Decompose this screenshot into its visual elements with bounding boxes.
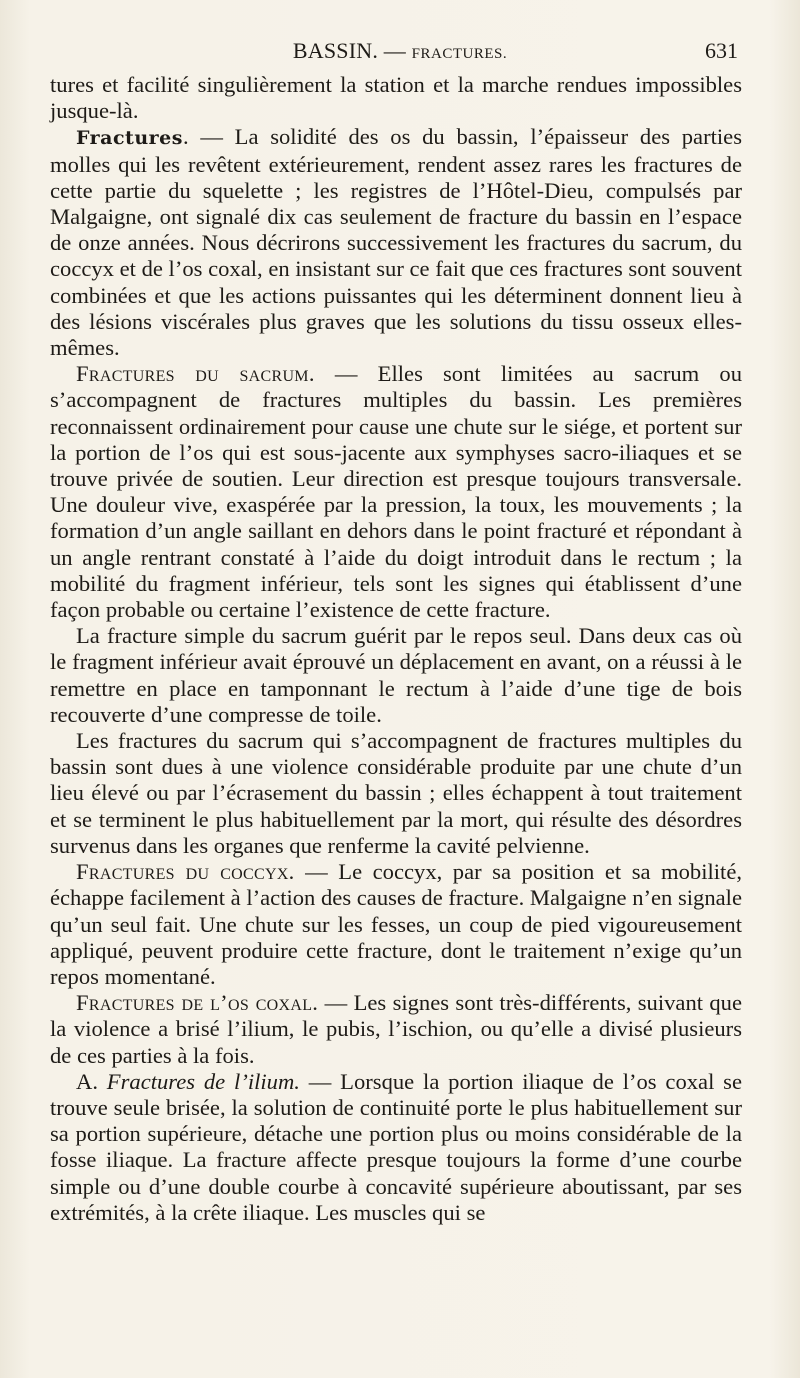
paragraph-sacrum-text: — Elles sont limitées au sacrum ou s’accompagnent de fractures multiples du bassin. Les premières reconnaissent ordinairement pour cause une chute sur le siége, et portent sur la portion de l’os qui est sous-jacente aux symphyses sacro-iliaques et se trouve privée de soutien. Leur direction est presque toujours transversale. Une douleur vive, exaspérée par la pression, la toux, les mouvements ; la formation d’un angle saillant en dehors dans le point fracturé et répondant à un angle rentrant constaté à l’aide du doigt introduit dans le rectum ; la mobilité du fragment inférieur, tels sont les signes qui établissent d’une façon probable ou certaine l’existence de cette fracture. xyxy=(50,361,742,623)
paragraph-coccyx-text: — Le coccyx, par sa position et sa mobilité, échappe facilement à l’action des causes de fracture. Malgaigne n’en signale qu’un seul fait. Une chute sur les fesses, un coup de pied vigoureusement appliqué, peuvent produire cette fracture, dont le traitement n’exige qu’un repos momentané. xyxy=(50,859,742,989)
paragraph-sacrum-simple: La fracture simple du sacrum guérit par le repos seul. Dans deux cas où le fragment inférieur avait éprouvé un déplacement en avant, on a réussi à le remettre en place en tamponnant le rectum à l’aide d’une tige de bois recouverte d’une compresse de toile. xyxy=(50,623,742,727)
subsection-label: A. xyxy=(76,1068,107,1094)
running-title xyxy=(0,38,800,64)
paragraph-fractures xyxy=(50,124,742,361)
running-title-sub: FRACTURES. xyxy=(411,46,508,62)
paragraph-sacrum-multiple: Les fractures du sacrum qui s’accompagnent de fractures multiples du bassin sont dues à une violence considérable produite par une chute d’un lieu élevé ou par l’écrasement du bassin ; elles échappent à tout traitement et se terminent le plus habituellement par la mort, qui résulte des désordres survenus dans les organes que renferme la cavité pelvienne. xyxy=(50,728,742,858)
body-text xyxy=(50,72,742,1226)
heading-fractures-sacrum: Fractures du sacrum. xyxy=(76,361,315,387)
heading-fractures: Fractures xyxy=(76,127,183,150)
running-title-main: BASSIN. xyxy=(292,38,379,63)
paragraph-coccyx xyxy=(50,859,742,990)
paragraph-os-coxal xyxy=(50,990,742,1069)
running-title-dash: — xyxy=(378,38,412,63)
paragraph-ilium-text: — Lorsque la portion iliaque de l’os coxal se trouve seule brisée, la solution de continuité porte le plus habituellement sur sa portion supérieure, détache une portion plus ou moins considérable de la fosse iliaque. La fracture affecte presque toujours la forme d’une courbe simple ou d’une double courbe à concavité supérieure aboutissant, par ses extrémités, à la crête iliaque. Les muscles qui se xyxy=(50,1068,742,1225)
page-number: 631 xyxy=(705,38,738,63)
paragraph-os-coxal-text: — Les signes sont très-différents, suivant que la violence a brisé l’ilium, le pubis, l’ischion, ou qu’elle a divisé plusieurs de ces parties à la fois. xyxy=(50,990,742,1068)
paragraph-sacrum xyxy=(50,361,742,623)
heading-fractures-coccyx: Fractures du coccyx. xyxy=(76,859,295,885)
paragraph-continuation: tures et facilité singulièrement la station et la marche rendues impossibles jusque-là. xyxy=(50,72,742,124)
paragraph-ilium xyxy=(50,1069,742,1226)
paragraph-fractures-text: . — La solidité des os du bassin, l’épaisseur des parties molles qui les revêtent extérieurement, rendent assez rares les fractures de cette partie du squelette ; les registres de l’Hôtel-Dieu, compulsés par Malgaigne, ont signalé dix cas seulement de fracture du bassin en l’espace de onze années. Nous décrirons successivement les fractures du sacrum, du coccyx et de l’os coxal, en insistant sur ce fait que ces fractures sont souvent combinées et que les actions puissantes qui les déterminent donnent lieu à des lésions viscérales plus graves que les solutions du tissu osseux elles-mêmes. xyxy=(50,124,743,361)
heading-fractures-ilium: Fractures de l’ilium. xyxy=(106,1068,300,1094)
heading-fractures-os-coxal: Fractures de l’os coxal. xyxy=(76,990,319,1016)
